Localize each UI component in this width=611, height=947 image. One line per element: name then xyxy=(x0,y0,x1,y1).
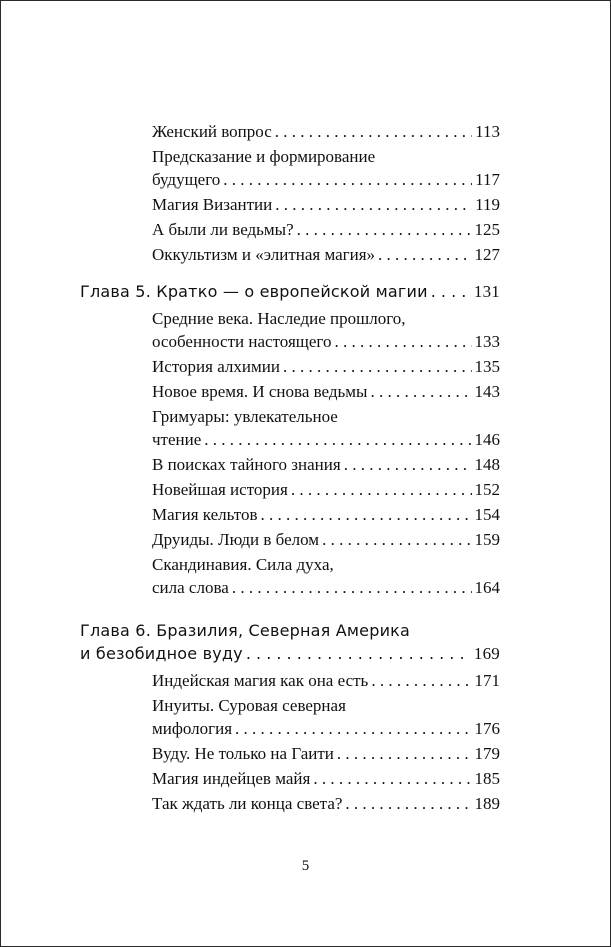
toc-entry-noveyshaya-istoriya xyxy=(152,478,500,501)
toc-entry-page: 152 xyxy=(474,480,500,499)
toc-entry-page: 189 xyxy=(474,794,500,813)
dot-leader xyxy=(275,120,472,143)
toc-entry-okkultizm xyxy=(152,243,500,266)
toc-entry-magiya-vizantii xyxy=(152,193,500,216)
dot-leader xyxy=(235,717,471,740)
dot-leader xyxy=(378,243,471,266)
dot-leader xyxy=(275,193,472,216)
toc-entry-title: сила слова xyxy=(152,578,229,597)
dot-leader xyxy=(334,330,471,353)
toc-entry-title: Друиды. Люди в белом xyxy=(152,530,320,549)
toc-entry-page: 171 xyxy=(474,671,500,690)
toc-entry-title: чтение xyxy=(152,430,202,449)
toc-entry-title: Магия кельтов xyxy=(152,505,258,524)
dot-leader xyxy=(261,503,472,526)
toc-entry-page: 117 xyxy=(475,170,500,189)
toc-entry-magiya-keltov xyxy=(152,503,500,526)
toc-entry-title: Новое время. И снова ведьмы xyxy=(152,382,368,401)
toc-entry-page: 154 xyxy=(474,505,500,524)
toc-entry-inuity xyxy=(152,694,500,740)
toc-entry-title: Индейская магия как она есть xyxy=(152,671,369,690)
toc-entry-title: Магия индейцев майя xyxy=(152,769,311,788)
dot-leader xyxy=(337,742,472,765)
toc-entry-title: особенности настоящего xyxy=(152,332,332,351)
dot-leader xyxy=(345,792,471,815)
toc-entry-title: Так ждать ли конца света? xyxy=(152,794,343,813)
toc-entry-title-first-line: Инуиты. Суровая северная xyxy=(152,696,346,715)
dot-leader xyxy=(291,478,472,501)
toc-entry-title: Новейшая история xyxy=(152,480,288,499)
toc-entry-page: 113 xyxy=(475,122,500,141)
toc-entry-srednie-veka xyxy=(152,307,500,353)
toc-entry-title: Вуду. Не только на Гаити xyxy=(152,744,334,763)
dot-leader xyxy=(371,669,471,692)
toc-entry-page: 164 xyxy=(474,578,500,597)
toc-entry-page: 125 xyxy=(474,220,500,239)
toc-entry-title-first-line: Средние века. Наследие прошлого, xyxy=(152,309,406,328)
toc-entry-title-first-line: Гримуары: увлекательное xyxy=(152,407,338,426)
chapter-title: Глава 5. Кратко — о европейской магии xyxy=(80,282,428,301)
toc-entry-predskazanie xyxy=(152,145,500,191)
chapter-title: и безобидное вуду xyxy=(80,644,243,663)
toc-entry-title-first-line: Скандинавия. Сила духа, xyxy=(152,555,334,574)
toc-entry-istoriya-alkhimii xyxy=(152,355,500,378)
toc-entry-page: 146 xyxy=(474,430,500,449)
toc-entry-grimuary xyxy=(152,405,500,451)
toc-entry-page: 131 xyxy=(473,282,500,301)
table-of-contents xyxy=(80,120,500,817)
toc-entry-zhenskiy-vopros xyxy=(152,120,500,143)
dot-leader xyxy=(344,453,472,476)
toc-entry-page: 176 xyxy=(474,719,500,738)
toc-entry-title: Магия Византии xyxy=(152,195,273,214)
toc-entry-magiya-mayya xyxy=(152,767,500,790)
toc-entry-title: Женский вопрос xyxy=(152,122,272,141)
dot-leader xyxy=(370,380,471,403)
page-number: 5 xyxy=(301,858,310,874)
toc-entry-page: 127 xyxy=(474,245,500,264)
toc-entry-page: 143 xyxy=(474,382,500,401)
dot-leader xyxy=(204,428,471,451)
toc-entry-page: 169 xyxy=(473,644,500,663)
toc-entry-title: В поисках тайного знания xyxy=(152,455,341,474)
dot-leader xyxy=(322,528,471,551)
toc-chapter-6 xyxy=(80,619,500,665)
toc-entry-title: мифология xyxy=(152,719,233,738)
toc-entry-title: А были ли ведьмы? xyxy=(152,220,294,239)
toc-entry-indeyskaya-magiya xyxy=(152,669,500,692)
toc-entry-novoe-vremya xyxy=(152,380,500,403)
toc-entry-druidy xyxy=(152,528,500,551)
dot-leader xyxy=(223,168,472,191)
toc-entry-title: будущего xyxy=(152,170,221,189)
dot-leader xyxy=(232,576,472,599)
toc-entry-page: 133 xyxy=(474,332,500,351)
toc-entry-v-poiskakh xyxy=(152,453,500,476)
toc-entry-page: 135 xyxy=(474,357,500,376)
toc-entry-page: 119 xyxy=(475,195,500,214)
toc-entry-vudu xyxy=(152,742,500,765)
toc-entry-skandinaviya xyxy=(152,553,500,599)
toc-entry-page: 185 xyxy=(474,769,500,788)
toc-entry-byli-li-vedmy xyxy=(152,218,500,241)
dot-leader xyxy=(431,280,471,303)
dot-leader xyxy=(297,218,472,241)
toc-entry-konets-sveta xyxy=(152,792,500,815)
chapter-title-first-line: Глава 6. Бразилия, Северная Америка xyxy=(80,621,411,640)
toc-entry-page: 148 xyxy=(474,455,500,474)
toc-entry-title: Оккультизм и «элитная магия» xyxy=(152,245,376,264)
toc-entry-title: История алхимии xyxy=(152,357,280,376)
toc-chapter-5 xyxy=(80,280,500,303)
toc-entry-page: 179 xyxy=(474,744,500,763)
toc-entry-title-first-line: Предсказание и формирование xyxy=(152,147,376,166)
toc-entry-page: 159 xyxy=(474,530,500,549)
dot-leader xyxy=(283,355,472,378)
dot-leader xyxy=(313,767,471,790)
dot-leader xyxy=(246,642,471,665)
